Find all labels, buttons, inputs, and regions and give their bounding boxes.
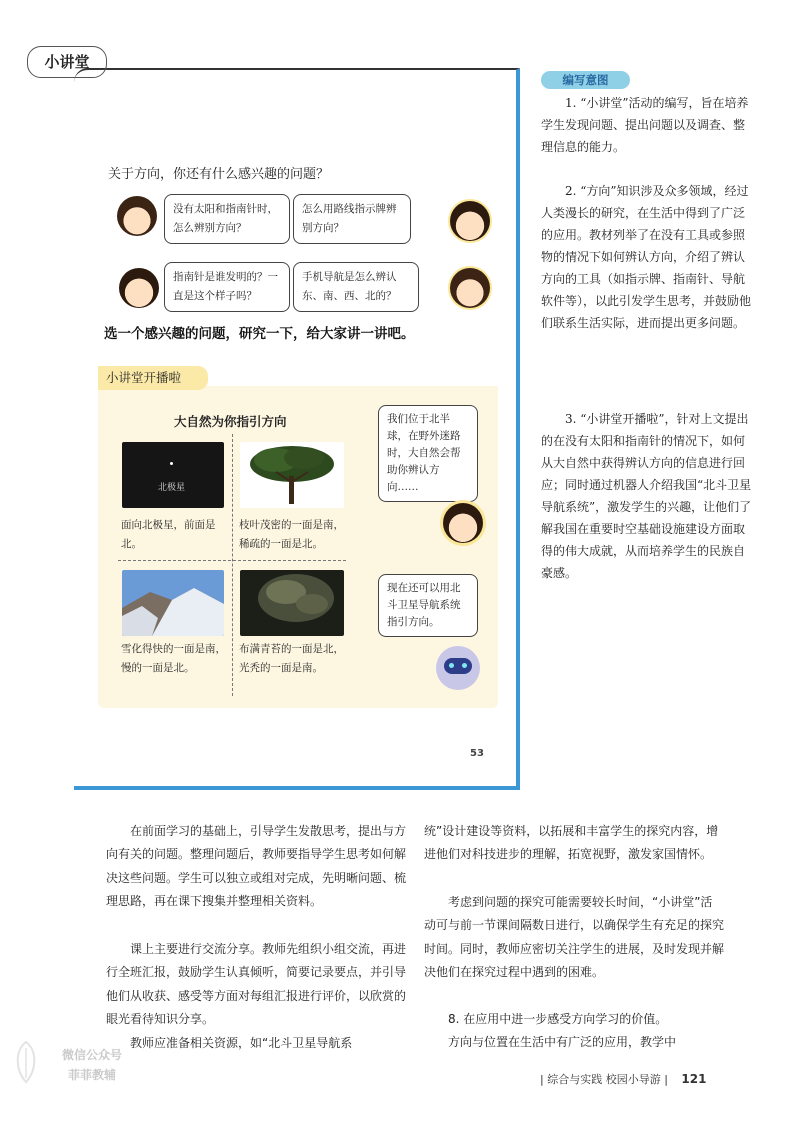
footer-page-number: 121 <box>681 1072 707 1086</box>
broadcast-banner: 小讲堂开播啦 <box>98 366 208 390</box>
footer-section: | 综合与实践 校园小导游 | <box>540 1073 668 1086</box>
call-to-action: 选一个感兴趣的问题，研究一下，给大家讲一讲吧。 <box>104 326 415 342</box>
guide-left-paragraph-1: 在前面学习的基础上，引导学生发散思考，提出与方向有关的问题。整理问题后，教师要指导学生思考如何解决这些问题。学生可以独立或组对完成，先明晰问题、梳理思路，再在课下搜集并整理相关资料。 <box>106 824 407 908</box>
grid-divider-horizontal <box>118 560 346 561</box>
watermark-icon <box>7 1040 45 1084</box>
robot-eye-left <box>449 663 454 668</box>
snow-mountain-photo <box>122 570 224 636</box>
lecture-question: 关于方向，你还有什么感兴趣的问题？ <box>108 167 330 182</box>
robot-eye-right <box>462 663 467 668</box>
question-bubble-2: 怎么用路线指示牌辨别方向？ <box>293 194 411 244</box>
note-paragraph-2: 2. “方向”知识涉及众多领域，经过人类漫长的研究，在生活中得到了广泛的应用。教材列举了在没有工具或参照物的情况下如何辨认方向，介绍了辨认方向的工具（如指示牌、指南针、导航软件等），以此引发学生思考，并鼓励他们联系生活实际，进而提出更多问题。 <box>541 184 752 330</box>
boy-avatar <box>450 201 490 241</box>
polaris-label: 北极星 <box>158 483 186 493</box>
question-bubble-4: 手机导航是怎么辨认东、南、西、北的？ <box>293 262 419 312</box>
note-paragraph-1: 1. “小讲堂”活动的编写，旨在培养学生发现问题、提出问题以及调查、整理信息的能力。 <box>541 96 749 154</box>
cell-text-4: 布满青苔的一面是北，光秃的一面是南。 <box>239 643 344 674</box>
star-icon <box>170 462 173 465</box>
girl-avatar <box>117 196 157 236</box>
guide-right-paragraph-3: 8. 在应用中进一步感受方向学习的价值。 <box>448 1012 668 1026</box>
note-paragraph-3: 3. “小讲堂开播啦”，针对上文提出的在没有太阳和指南针的情况下，如何从大自然中获得辨认方向的信息进行回应；同时通过机器人介绍我国“北斗卫星导航系统”，激发学生的兴趣，让他们了解我国在重要时空基础设施建设方面取得的伟大成就，从而培养学生的民族自豪感。 <box>541 412 752 580</box>
guide-left-paragraph-2: 课上主要进行交流分享。教师先组织小组交流，再进行全班汇报，鼓励学生认真倾听，简要记录要点，并引导他们从收获、感受等方面对每组汇报进行评价，以欣赏的眼光看待知识分享。 <box>106 942 407 1026</box>
kid-speech-bubble: 我们位于北半球，在野外迷路时，大自然会帮助你辨认方向…… <box>378 405 478 502</box>
grid-divider-vertical <box>232 434 233 696</box>
question-bubble-3: 指南针是谁发明的？一直是这个样子吗？ <box>164 262 290 312</box>
robot-speech-bubble: 现在还可以用北斗卫星导航系统指引方向。 <box>378 574 478 637</box>
notes-title: 编写意图 <box>541 71 630 89</box>
moss-photo <box>240 570 344 636</box>
page-footer <box>540 1071 706 1087</box>
textbook-page-number: 53 <box>470 748 484 759</box>
girl-avatar-2 <box>450 268 490 308</box>
question-bubble-1: 没有太阳和指南针时，怎么辨别方向？ <box>164 194 290 244</box>
boy-avatar-2 <box>119 268 159 308</box>
guide-left-paragraph-3: 教师应准备相关资源，如“北斗卫星导航系 <box>130 1036 353 1050</box>
nature-title: 大自然为你指引方向 <box>174 414 287 429</box>
cell-text-1: 面向北极星，前面是北。 <box>121 519 216 550</box>
watermark-line-1: 微信公众号 <box>62 1048 123 1062</box>
robot-avatar <box>436 646 480 690</box>
kid-avatar <box>443 503 483 543</box>
watermark-line-2: 菲菲教辅 <box>68 1068 117 1082</box>
polaris-photo <box>122 442 224 508</box>
cell-text-2: 枝叶茂密的一面是南，稀疏的一面是北。 <box>239 519 344 550</box>
lecture-label: 小讲堂 <box>27 46 107 78</box>
cell-text-3: 雪化得快的一面是南，慢的一面是北。 <box>121 643 226 674</box>
guide-right-paragraph-1: 统”设计建设等资料，以拓展和丰富学生的探究内容，增进他们对科技进步的理解，拓宽视野，激发家国情怀。 <box>424 824 719 862</box>
guide-right-paragraph-4: 方向与位置在生活中有广泛的应用，教学中 <box>448 1035 677 1049</box>
guide-right-paragraph-2: 考虑到问题的探究可能需要较长时间，“小讲堂”活动可与前一节课间隔数日进行，以确保学生有充足的探究时间。同时，教师应密切关注学生的进展，及时发现并解决他们在探究过程中遇到的困难。 <box>424 895 725 979</box>
tree-photo <box>240 442 344 508</box>
